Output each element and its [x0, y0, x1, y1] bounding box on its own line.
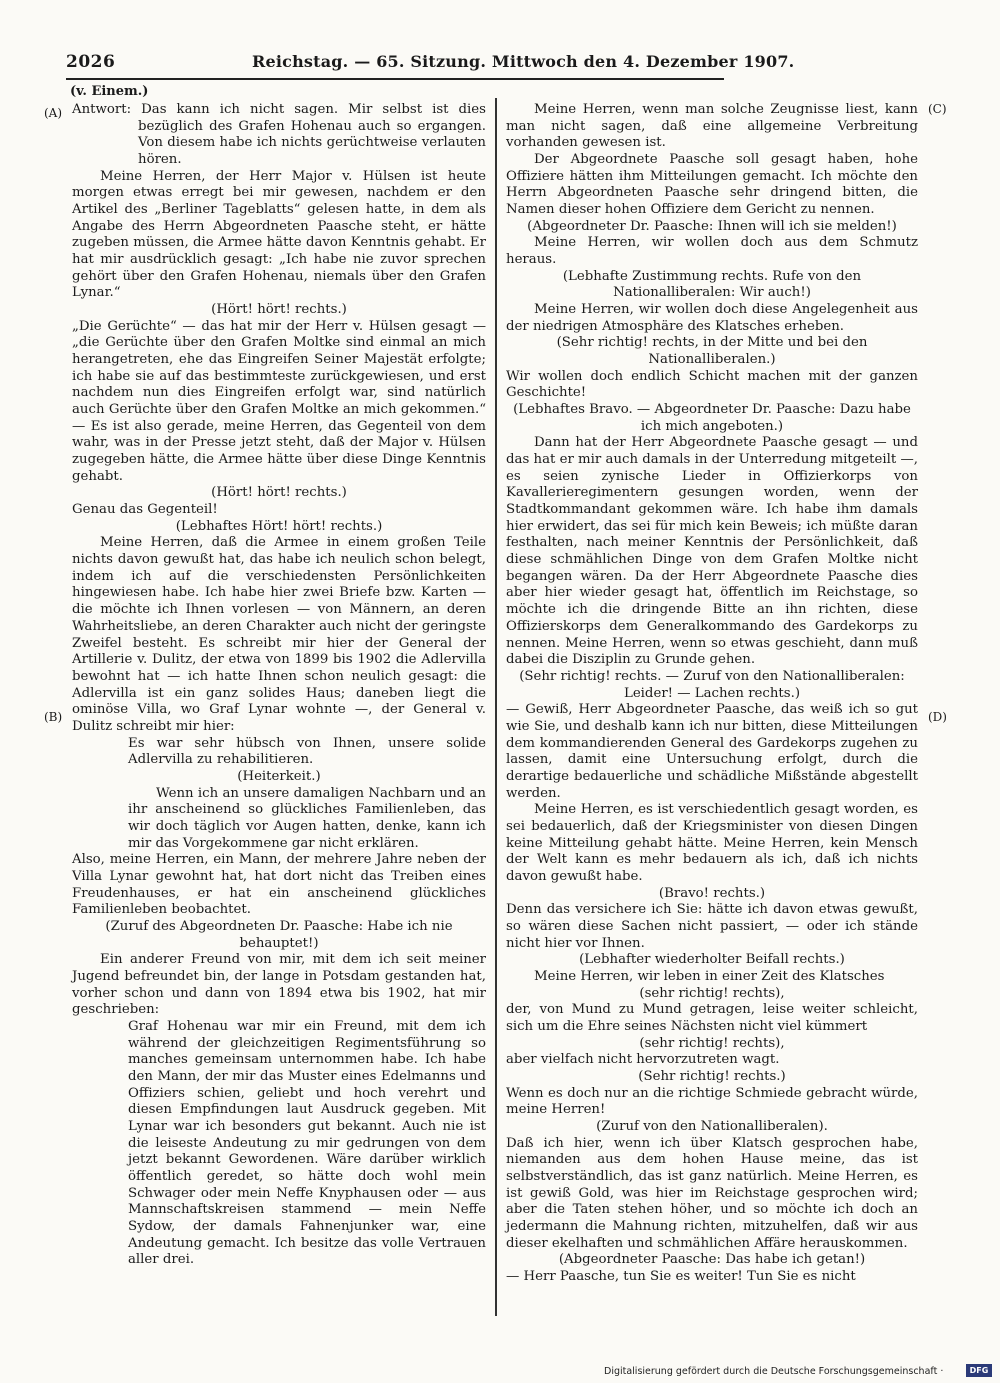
paragraph: Wir wollen doch endlich Schicht machen mit der ganzen Geschichte!: [506, 368, 918, 401]
paragraph: aber vielfach nicht hervorzutreten wagt.: [506, 1052, 780, 1068]
paragraph: Meine Herren, wir wollen doch diese Angelegenheit aus der niedrigen Atmosphäre des Klatsches erheben.: [506, 302, 918, 334]
dfg-logo: DFG: [966, 1364, 992, 1377]
paragraph: Wenn ich an unsere damaligen Nachbarn und an ihr anscheinend so glückliches Familienleben, das wir doch täglich vor Augen hatten, denke, kann ich mir das Vorgekommene gar nicht erklären.: [128, 785, 486, 851]
paragraph: Graf Hohenau war mir ein Freund, mit dem ich während der gleichzeitigen Regimentsführung so manches gemeinsam unternommen habe. Ich habe den Mann, der mir das Muster eines Edelmanns und Offiziers schien, geliebt und hoch verehrt und diesen Empfindungen laut Ausdruck gegeben. Mit Lynar war ich besonders gut bekannt. Auch nie ist die leiseste Andeutung zu mir gedrungen von dem jetzt bekannt Gewordenen. Wäre darüber wirklich öffentlich geredet, so hätte doch wohl mein Schwager oder mein Neffe Knyphausen oder — aus Mannschaftskreisen stammend — mein Neffe Sydow, der damals Fahnenjunker war, eine Andeutung gemacht. Ich besitze das volle Vertrauen aller drei.: [128, 1018, 486, 1268]
right-column: [506, 102, 918, 1286]
interjection: (Abgeordneter Dr. Paasche: Ihnen will ich sie melden!): [527, 218, 897, 234]
paragraph: Meine Herren, es ist verschiedentlich gesagt worden, es sei bedauerlich, daß der Kriegsminister von diesen Dingen keine Mitteilung gehabt hätte. Meine Herren, kein Mensch der Welt kann es mehr bedauern als ich, daß ich nichts davon gewußt habe.: [506, 802, 918, 884]
header-rule: [66, 78, 724, 80]
paragraph: Meine Herren, wir leben in einer Zeit des Klatsches: [534, 968, 885, 984]
paragraph: — Herr Paasche, tun Sie es weiter! Tun Sie es nicht: [506, 1269, 856, 1285]
interjection: (Lebhaftes Hört! hört! rechts.): [175, 518, 383, 534]
paragraph: Meine Herren, wenn man solche Zeugnisse liest, kann man nicht sagen, daß eine allgemeine Verbreitung vorhanden gewesen ist.: [506, 102, 918, 151]
column-divider: [495, 98, 497, 1316]
page-number: 2026: [66, 52, 116, 72]
paragraph: Ein anderer Freund von mir, mit dem ich seit meiner Jugend befreundet bin, der lange in Potsdam gestanden hat, vorher schon und dann von 1894 etwa bis 1902, hat mir geschrieben:: [72, 952, 486, 1018]
paragraph: Meine Herren, daß die Armee in einem großen Teile nichts davon gewußt hat, das habe ich neulich schon belegt, indem ich auf die verschiedensten Persönlichkeiten hingewiesen habe. Ich habe hier zwei Briefe bzw. Karten — die möchte ich Ihnen vorlesen — von Männern, an deren Wahrheitsliebe, an deren Charakter auch nicht der geringste Zweifel besteht. Es schreibt mir hier der General der Artillerie v. Dulitz, der etwa von 1899 bis 1902 die Adlervilla bewohnt hat — ich hatte Ihnen schon neulich gesagt: die Adlervilla ist ein ganz solides Haus; daneben liegt die ominöse Villa, wo Graf Lynar wohnte —, der General v. Dulitz schreibt mir hier:: [72, 535, 486, 734]
paragraph: Es war sehr hübsch von Ihnen, unsere solide Adlervilla zu rehabilitieren.: [128, 735, 486, 768]
interjection: (Zuruf des Abgeordneten Dr. Paasche: Habe ich nie behauptet!): [105, 918, 453, 951]
interjection: (Sehr richtig! rechts.): [638, 1068, 786, 1084]
interjection: (Lebhaftes Bravo. — Abgeordneter Dr. Paasche: Dazu habe ich mich angeboten.): [513, 402, 911, 434]
speaker-label: (v. Einem.): [70, 84, 149, 99]
paragraph: Daß ich hier, wenn ich über Klatsch gesprochen habe, niemanden aus dem hohen Hause meine, das ist selbstverständlich, das ist ganz natürlich. Meine Herren, es ist gewiß Gold, was hier im Reichstage gesprochen wird; aber die Taten stehen höher, und so möchte ich doch an jedermann die Mahnung richten, mitzuhelfen, daß wir aus dieser ekelhaften und schmählichen Affäre herauskommen.: [506, 1135, 918, 1251]
interjection: (sehr richtig! rechts),: [639, 1035, 785, 1051]
margin-marker-c: (C): [928, 102, 947, 116]
paragraph: Meine Herren, wir wollen doch aus dem Schmutz heraus.: [506, 235, 918, 268]
paragraph: Meine Herren, der Herr Major v. Hülsen ist heute morgen etwas erregt bei mir gewesen, nachdem er den Artikel des „Berliner Tageblatts“ gelesen hatte, in dem als Angabe des Herrn Abgeordneten Paasche steht, er hätte zugeben müssen, die Armee hätte davon Kenntnis gehabt. Er hat mir ausdrücklich gesagt: „Ich habe nie zuvor sprechen gehört über den Grafen Hohenau, niemals über den Grafen Lynar.“: [72, 168, 486, 301]
interjection: (sehr richtig! rechts),: [639, 985, 785, 1001]
paragraph: der, von Mund zu Mund getragen, leise weiter schleicht, sich um die Ehre seines Nächsten nicht viel kümmert: [506, 1002, 918, 1034]
paragraph: Denn das versichere ich Sie: hätte ich davon etwas gewußt, so wären diese Sachen nicht passiert, — oder ich stände nicht hier vor Ihnen.: [506, 902, 918, 951]
paragraph: — Gewiß, Herr Abgeordneter Paasche, das weiß ich so gut wie Sie, und deshalb kann ich nur bitten, diese Mitteilungen dem kommandierenden General des Gardekorps zugehen zu lassen, damit eine Untersuchung erfolgt, durch die derartige bedauerliche und schädliche Mißstände abgestellt werden.: [506, 702, 918, 801]
paragraph: Antwort: Das kann ich nicht sagen. Mir selbst ist dies bezüglich des Grafen Hohenau auch so ergangen. Von diesem habe ich nichts gerüchtweise verlauten hören.: [72, 102, 486, 168]
digitization-credit: Digitalisierung gefördert durch die Deutsche Forschungsgemeinschaft ·: [604, 1366, 944, 1377]
running-title: Reichstag. — 65. Sitzung. Mittwoch den 4. Dezember 1907.: [252, 52, 795, 71]
paragraph: Dann hat der Herr Abgeordnete Paasche gesagt — und das hat er mir auch damals in der Unterredung mitgeteilt —, es seien zynische Lieder in Offizierkorps von Kavallerieregimentern gesungen worden, wenn der Stadtkommandant gekommen wäre. Ich habe ihm damals hier erwidert, das sei für mich kein Beweis; ich müßte daran festhalten, nach meiner Kenntnis der Persönlichkeit, daß diese schmählichen Dinge von dem Grafen Moltke nicht begangen wären. Da der Herr Abgeordnete Paasche dies aber hier wieder gesagt hat, öffentlich im Reichstage, so möchte ich die dringende Bitte an ihn richten, diese Offizierskorps dem Generalkommando des Gardekorps zu nennen. Meine Herren, wenn so etwas geschieht, dann muß dabei die Disziplin zu Grunde gehen.: [506, 435, 918, 668]
page-header: [66, 52, 795, 78]
margin-marker-a: (A): [44, 106, 63, 120]
interjection: (Heiterkeit.): [237, 768, 321, 784]
interjection: (Zuruf von den Nationalliberalen).: [596, 1118, 828, 1134]
interjection: (Bravo! rechts.): [658, 885, 766, 901]
left-column: [72, 102, 486, 1269]
interjection: (Sehr richtig! rechts, in der Mitte und bei den Nationalliberalen.): [556, 335, 868, 368]
paragraph: Genau das Gegenteil!: [72, 502, 218, 518]
paragraph: „Die Gerüchte“ — das hat mir der Herr v. Hülsen gesagt — „die Gerüchte über den Grafen Moltke sind einmal an mich herangetreten, ehe das Eingreifen Seiner Majestät erfolgte; ich habe sie auf das bestimmteste zurückgewiesen, und erst nachdem nun dies Eingreifen erfolgt war, sind natürlich auch Gerüchte über den Grafen Moltke an mich gekommen.“ — Es ist also gerade, meine Herren, das Gegenteil von dem wahr, was in der Presse jetzt steht, daß der Major v. Hülsen zugegeben hätte, die Armee hätte über diese Dinge Kenntnis gehabt.: [72, 318, 486, 484]
interjection: (Lebhafte Zustimmung rechts. Rufe von den Nationalliberalen: Wir auch!): [562, 268, 862, 301]
interjection: (Sehr richtig! rechts. — Zuruf von den Nationalliberalen: Leider! — Lachen rechts.): [519, 668, 905, 701]
interjection: (Hört! hört! rechts.): [211, 485, 347, 501]
paragraph: Der Abgeordnete Paasche soll gesagt haben, hohe Offiziere hätten ihm Mitteilungen gemacht. Ich möchte den Herrn Abgeordneten Paasche sehr dringend bitten, die Namen dieser hohen Offiziere dem Gericht zu nennen.: [506, 152, 918, 218]
margin-marker-b: (B): [44, 710, 63, 724]
interjection: (Hört! hört! rechts.): [211, 302, 347, 318]
interjection: (Abgeordneter Paasche: Das habe ich getan!): [558, 1252, 866, 1268]
interjection: (Lebhafter wiederholter Beifall rechts.): [579, 952, 845, 968]
margin-marker-d: (D): [928, 710, 947, 724]
paragraph: Also, meine Herren, ein Mann, der mehrere Jahre neben der Villa Lynar gewohnt hat, hat dort nicht das Treiben eines Freudenhauses, er hat ein anscheinend glückliches Familienleben beobachtet.: [72, 852, 486, 918]
paragraph: Wenn es doch nur an die richtige Schmiede gebracht würde, meine Herren!: [506, 1085, 918, 1118]
